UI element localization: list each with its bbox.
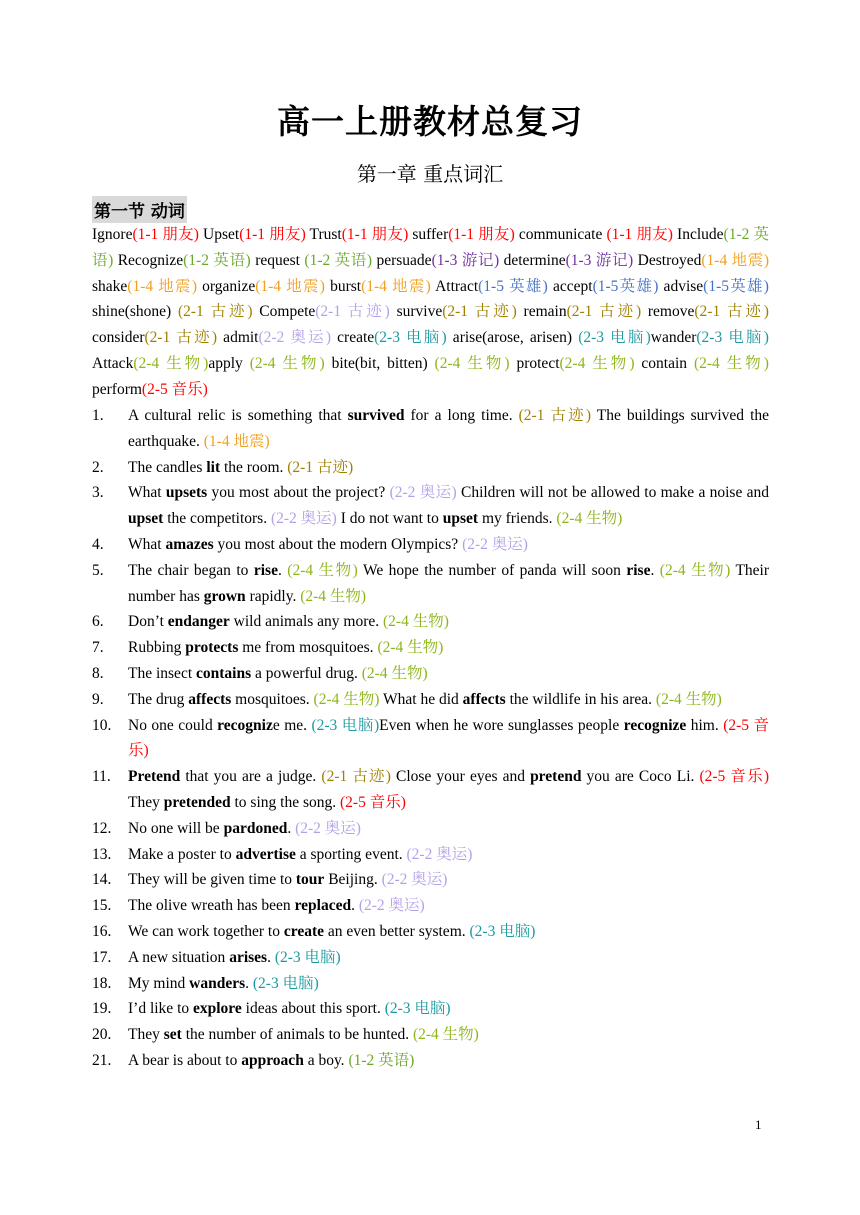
text-run: shine(shone) (92, 303, 178, 321)
text-run: protect (509, 354, 560, 372)
text-run: Attract (430, 277, 479, 295)
list-item (92, 558, 769, 610)
text-run: . (277, 561, 288, 579)
text-run: The chair began to (128, 561, 254, 579)
text-run: admit (217, 329, 259, 347)
unit-reference: (2-4 生物) (300, 587, 367, 605)
unit-reference: (1-4 地震) (701, 251, 769, 269)
list-item (92, 1048, 769, 1074)
unit-reference: (2-4 生物) (133, 354, 209, 372)
key-word: recognize (623, 716, 687, 734)
key-word: affects (188, 690, 232, 708)
text-run: accept (547, 277, 593, 295)
list-item (92, 1022, 769, 1048)
unit-reference: (2-1 古迹) (442, 303, 517, 321)
list-item-number: 12. (92, 819, 112, 837)
text-run: A bear is about to (128, 1051, 242, 1069)
text-run: I’d like to (128, 1000, 193, 1018)
text-run: determine (499, 251, 566, 269)
unit-reference: (2-4 生物) (361, 664, 428, 682)
unit-reference: (1-2 英语) (92, 226, 769, 269)
list-item-number: 9. (92, 690, 104, 708)
unit-reference: (2-4 生物) (249, 354, 325, 372)
key-word: protects (185, 639, 239, 657)
list-item (92, 867, 769, 893)
list-item-number: 20. (92, 1026, 112, 1044)
text-run: I do not want to (336, 510, 443, 528)
unit-reference: (2-1 古迹) (287, 458, 354, 476)
text-run: the room. (220, 458, 288, 476)
text-run: consider (92, 329, 145, 347)
list-item-number: 13. (92, 845, 112, 863)
text-run: you are Coco Li. (581, 768, 700, 786)
text-run: The buildings survived the earthquake. (128, 407, 770, 450)
text-run: No one will be (128, 819, 224, 837)
text-run: Rubbing (128, 639, 186, 657)
unit-reference: (2-4 生物) (383, 613, 449, 631)
list-item-number: 5. (92, 561, 104, 579)
list-item (92, 661, 769, 687)
text-run: mosquitoes. (231, 690, 314, 708)
key-word: grown (203, 587, 246, 605)
text-run: contain (634, 354, 694, 372)
key-word: pretended (163, 793, 231, 811)
key-word: advertise (235, 845, 296, 863)
text-run: What he did (379, 690, 463, 708)
key-word: pretend (530, 768, 582, 786)
list-item-number: 8. (92, 664, 104, 682)
text-run: the number of animals to be hunted. (181, 1026, 413, 1044)
text-run: me from mosquitoes. (238, 639, 378, 657)
text-run: burst (324, 277, 362, 295)
unit-reference: (2-4 生物) (655, 690, 722, 708)
unit-reference: (2-2 奥运) (389, 484, 457, 502)
unit-reference: (2-2 奥运) (358, 897, 425, 915)
key-word: Pretend (128, 768, 181, 786)
text-run: Compete (252, 303, 316, 321)
list-item (92, 996, 769, 1022)
key-word: upsets (165, 484, 208, 502)
text-run: advise (658, 277, 704, 295)
text-run: wild animals any more. (229, 613, 384, 631)
unit-reference: (1-2 英语) (304, 251, 373, 269)
key-word: endanger (167, 613, 230, 631)
list-item-number: 17. (92, 948, 112, 966)
text-run: request (250, 251, 305, 269)
list-item (92, 816, 769, 842)
list-item (92, 893, 769, 919)
key-word: replaced (294, 897, 352, 915)
unit-reference: (1-4 地震) (203, 432, 270, 450)
list-item-number: 19. (92, 1000, 112, 1018)
unit-reference: (2-1 古迹) (144, 329, 218, 347)
unit-reference: (1-1 朋友) (606, 226, 673, 243)
text-run: . (267, 948, 275, 966)
text-run: A cultural relic is something that (128, 407, 348, 424)
text-run: Their number has (128, 561, 770, 605)
key-word: affects (462, 690, 506, 708)
unit-reference: (2-1 古迹) (315, 303, 390, 321)
text-run: my friends. (478, 510, 557, 528)
unit-reference: (2-3 电脑) (578, 329, 651, 347)
unit-reference: (2-1 古迹) (177, 303, 253, 321)
unit-reference: (2-4 生物) (693, 354, 769, 372)
text-run: remain (516, 303, 567, 321)
unit-reference: (2-4 生物) (412, 1026, 479, 1044)
text-run: persuade (372, 251, 432, 269)
page-number: 1 (755, 1117, 762, 1132)
list-item-number: 16. (92, 922, 112, 940)
text-run: The candles (128, 458, 207, 476)
unit-reference: (2-4 生物) (313, 690, 380, 708)
list-item-number: 10. (92, 716, 112, 734)
list-item-number: 21. (92, 1051, 112, 1069)
unit-reference: (2-2 奥运) (381, 871, 448, 889)
unit-reference: (2-4 生物) (377, 639, 444, 657)
key-word: approach (241, 1051, 304, 1069)
unit-reference: (2-3 电脑) (696, 329, 769, 347)
text-run: Even when he wore sunglasses people (379, 716, 624, 734)
text-run: The insect (128, 664, 197, 682)
unit-reference: (2-3 电脑) (469, 922, 536, 940)
list-item (92, 403, 769, 455)
list-item-number: 3. (92, 484, 104, 502)
document-title: 高一上册教材总复习 (277, 102, 583, 141)
text-run: communicate (514, 226, 607, 243)
text-run: Include (672, 226, 724, 243)
text-run: e me. (272, 716, 312, 734)
list-item (92, 919, 769, 945)
text-run: perform (92, 380, 142, 398)
text-run: We hope the number of panda will soon (357, 561, 627, 579)
key-word: pardoned (223, 819, 288, 837)
text-run: Trust (305, 226, 342, 243)
key-word: rise (253, 561, 278, 579)
unit-reference: (2-5 音乐) (141, 380, 208, 398)
text-run: My mind (128, 974, 190, 992)
unit-reference: (2-2 奥运) (462, 535, 528, 553)
list-item-number: 6. (92, 613, 104, 631)
text-run: The drug (128, 690, 189, 708)
key-word: lit (206, 458, 221, 476)
text-run: a sporting event. (295, 845, 407, 863)
text-run: that you are a judge. (180, 768, 322, 786)
text-run: They (128, 793, 164, 811)
unit-reference: (2-1 古迹) (518, 407, 591, 424)
text-run: Attack (92, 354, 134, 372)
section-heading: 第一节 动词 (92, 196, 187, 223)
list-item-number: 7. (92, 639, 104, 657)
text-run: No one could (128, 716, 218, 734)
unit-reference: (2-5 音乐) (128, 716, 769, 760)
unit-reference: (1-1 朋友) (341, 226, 409, 243)
list-item (92, 635, 769, 661)
key-word: set (163, 1026, 182, 1044)
list-item-number: 4. (92, 535, 104, 553)
list-item (92, 687, 769, 713)
text-run: him. (686, 716, 724, 734)
unit-reference: (1-5英雄) (592, 277, 659, 295)
text-run: arise(arose, arisen) (446, 329, 579, 347)
unit-reference: (2-2 奥运) (270, 510, 337, 528)
key-word: tour (295, 871, 325, 889)
unit-reference: (2-4 生物) (287, 561, 358, 579)
unit-reference: (2-3 电脑) (252, 974, 319, 992)
text-run: apply (208, 354, 250, 372)
unit-reference: (2-2 奥运) (258, 329, 332, 347)
list-item-number: 15. (92, 897, 112, 915)
text-run: Destroyed (633, 251, 702, 269)
unit-reference: (2-4 生物) (556, 510, 623, 528)
unit-reference: (1-1 朋友) (448, 226, 515, 243)
text-run: a boy. (303, 1051, 349, 1069)
list-item (92, 842, 769, 868)
key-word: create (283, 922, 325, 940)
unit-reference: (1-2 英语) (183, 251, 251, 269)
key-word: arises (229, 948, 268, 966)
key-word: recogniz (217, 716, 273, 734)
text-run: Ignore (92, 226, 133, 243)
example-sentence-list (92, 403, 769, 1074)
text-run: We can work together to (128, 922, 284, 940)
text-run: the wildlife in his area. (505, 690, 656, 708)
key-word: rise (626, 561, 651, 579)
unit-reference: (2-5 音乐) (699, 768, 769, 786)
key-word: survived (347, 407, 405, 424)
vocabulary-paragraph (92, 222, 769, 403)
list-item (92, 713, 769, 765)
text-run: bite(bit, bitten) (324, 354, 435, 372)
unit-reference: (2-3 电脑) (374, 329, 447, 347)
text-run: to sing the song. (230, 793, 340, 811)
text-run: survive (389, 303, 443, 321)
text-run: suffer (408, 226, 449, 243)
unit-reference: (1-1 朋友) (132, 226, 199, 243)
unit-reference: (1-1 朋友) (239, 226, 306, 243)
text-run: remove (641, 303, 695, 321)
key-word: explore (193, 1000, 242, 1018)
text-run: What (128, 535, 166, 553)
unit-reference: (1-3 游记) (565, 251, 634, 269)
text-run: What (128, 484, 166, 502)
text-run: shake (92, 277, 128, 295)
unit-reference: (1-3 游记) (431, 251, 500, 269)
text-run: A new situation (128, 948, 230, 966)
unit-reference: (1-4 地震) (127, 277, 197, 295)
unit-reference: (1-5 英雄) (478, 277, 548, 295)
text-run: Close your eyes and (390, 768, 531, 786)
unit-reference: (2-2 奥运) (295, 819, 361, 837)
unit-reference: (1-5英雄) (703, 277, 769, 295)
text-run: organize (197, 277, 256, 295)
text-run: Upset (198, 226, 240, 243)
text-run: Children will not be allowed to make a noise and (456, 484, 769, 502)
text-run: . (351, 897, 359, 915)
text-run: The olive wreath has been (128, 897, 295, 915)
list-item-number: 2. (92, 458, 104, 476)
text-run: Recognize (113, 251, 184, 269)
text-run: a powerful drug. (251, 664, 362, 682)
unit-reference: (1-4 地震) (361, 277, 431, 295)
unit-reference: (2-3 电脑) (274, 948, 341, 966)
list-item (92, 764, 769, 816)
text-run: Make a poster to (128, 845, 236, 863)
key-word: upset (442, 510, 479, 528)
list-item-number: 14. (92, 871, 112, 889)
unit-reference: (2-2 奥运) (406, 845, 473, 863)
text-run: an even better system. (324, 922, 470, 940)
key-word: contains (196, 664, 252, 682)
list-item (92, 480, 769, 532)
text-run: you most about the modern Olympics? (213, 535, 463, 553)
text-run: rapidly. (245, 587, 301, 605)
text-run: create (331, 329, 375, 347)
list-item (92, 532, 769, 558)
unit-reference: (2-3 电脑) (384, 1000, 451, 1018)
text-run: you most about the project? (207, 484, 390, 502)
text-run: ideas about this sport. (241, 1000, 385, 1018)
text-run: Beijing. (324, 871, 382, 889)
unit-reference: (2-5 音乐) (340, 793, 406, 811)
list-item (92, 609, 769, 635)
unit-reference: (2-1 古迹) (566, 303, 642, 321)
unit-reference: (2-1 古迹) (694, 303, 769, 321)
text-run: They will be given time to (128, 871, 296, 889)
key-word: wanders (189, 974, 246, 992)
list-item (92, 971, 769, 997)
unit-reference: (2-4 生物) (559, 354, 635, 372)
text-run: for a long time. (404, 407, 519, 424)
text-run: . (650, 561, 660, 579)
unit-reference: (2-3 电脑) (311, 716, 380, 734)
text-run: the competitors. (163, 510, 271, 528)
list-item-number: 18. (92, 974, 112, 992)
key-word: amazes (165, 535, 214, 553)
unit-reference: (1-4 地震) (255, 277, 325, 295)
list-item-number: 11. (92, 768, 111, 786)
unit-reference: (2-4 生物) (434, 354, 510, 372)
text-run: . (245, 974, 253, 992)
unit-reference: (2-4 生物) (659, 561, 731, 579)
list-item (92, 455, 769, 481)
text-run: . (287, 819, 296, 837)
text-run: They (128, 1026, 164, 1044)
list-item-number: 1. (92, 407, 104, 424)
list-item (92, 945, 769, 971)
unit-reference: (1-2 英语) (348, 1051, 415, 1069)
chapter-heading: 第一章 重点词汇 (356, 162, 504, 186)
text-run: Don’t (128, 613, 168, 631)
text-run: wander (650, 329, 697, 347)
key-word: upset (128, 510, 164, 528)
unit-reference: (2-1 古迹) (321, 768, 391, 786)
